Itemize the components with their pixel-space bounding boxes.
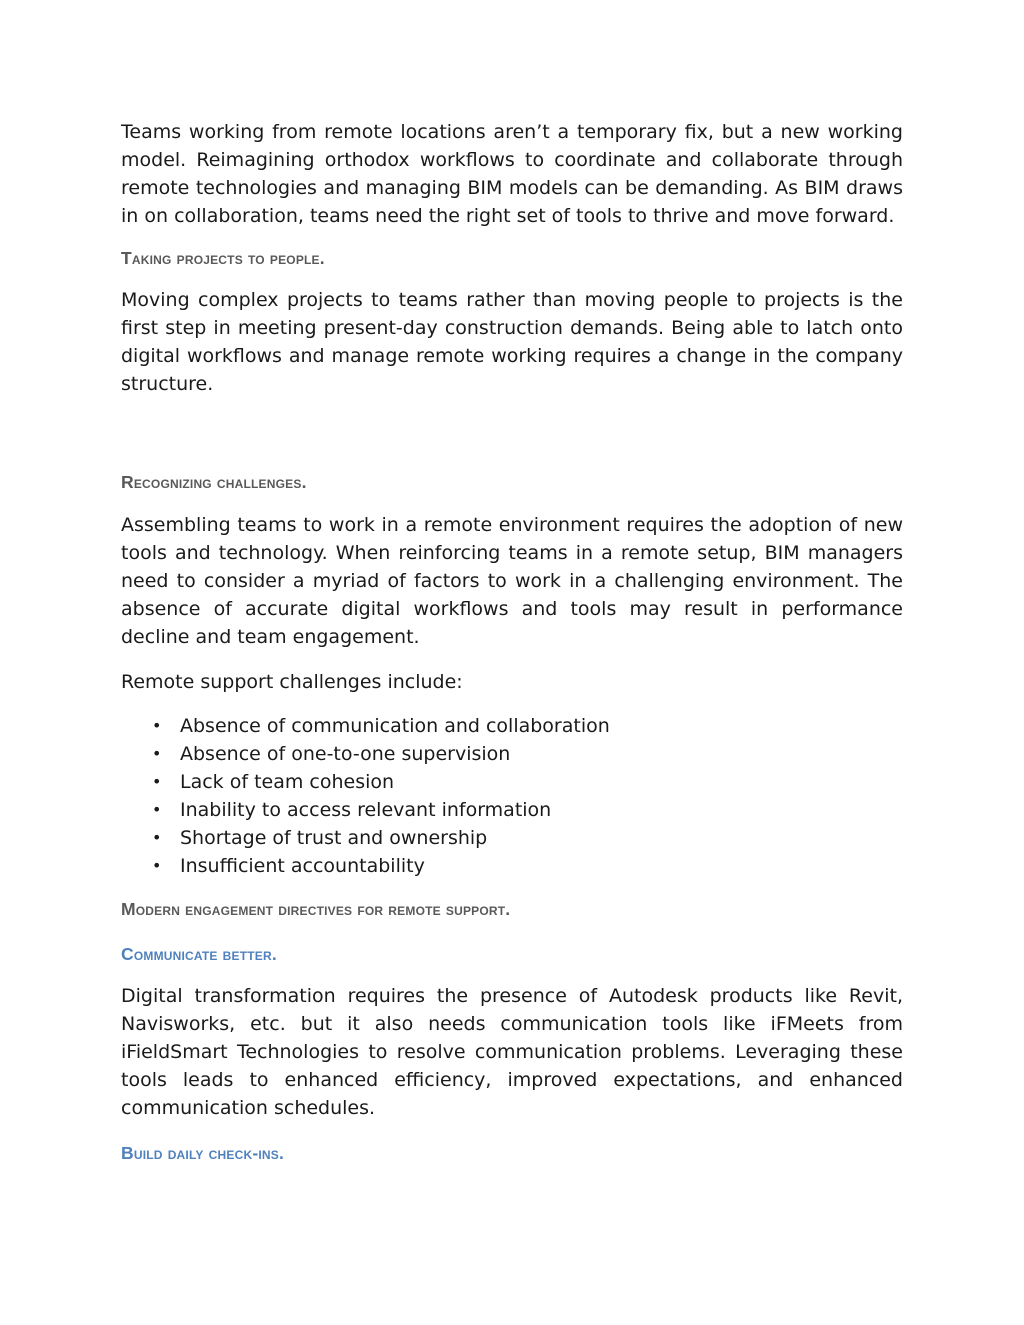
list-item: [121, 768, 903, 796]
heading-recognizing-challenges: Recognizing challenges.: [121, 472, 307, 492]
heading-taking-projects: Taking projects to people.: [121, 248, 325, 268]
list-item-text: Insufficient accountability: [180, 855, 425, 877]
list-item: [121, 740, 903, 768]
list-item-text: Lack of team cohesion: [180, 771, 395, 793]
recognizing-challenges-paragraph: Assembling teams to work in a remote environment requires the adoption of new tools and technology. When reinforcing teams in a remote setup, BIM managers need to consider a myriad of factors to work in a challenging environment. The absence of accurate digital workflows and tools may result in performance decline and team engagement.: [121, 514, 903, 648]
bullet-icon: •: [152, 828, 162, 847]
list-item-text: Shortage of trust and ownership: [180, 827, 488, 849]
bullet-icon: •: [152, 772, 162, 791]
communicate-better-paragraph: Digital transformation requires the presence of Autodesk products like Revit, Navisworks, etc. but it also needs communication tools like iFMeets from iFieldSmart Technologies to resolve communication problems. Leveraging these tools leads to enhanced efficiency, improved expectations, and enhanced communication schedules.: [121, 985, 903, 1119]
heading-build-daily-check-ins: Build daily check-ins.: [121, 1143, 285, 1163]
list-item: [121, 796, 903, 824]
list-item-text: Inability to access relevant information: [180, 799, 552, 821]
list-intro: Remote support challenges include:: [121, 671, 463, 693]
heading-communicate-better: Communicate better.: [121, 944, 277, 964]
list-item-text: Absence of one-to-one supervision: [180, 743, 511, 765]
heading-modern-engagement: Modern engagement directives for remote support.: [121, 899, 511, 919]
challenges-list: [121, 712, 903, 880]
list-item: [121, 712, 903, 740]
bullet-icon: •: [152, 744, 162, 763]
document-page: [121, 118, 903, 1164]
list-item-text: Absence of communication and collaboration: [180, 715, 610, 737]
list-item: [121, 852, 903, 880]
bullet-icon: •: [152, 856, 162, 875]
list-item: [121, 824, 903, 852]
taking-projects-paragraph: Moving complex projects to teams rather than moving people to projects is the first step in meeting present-day construction demands. Being able to latch onto digital workflows and manage remote working requires a change in the company structure.: [121, 289, 903, 395]
bullet-icon: •: [152, 716, 162, 735]
intro-paragraph: Teams working from remote locations aren’t a temporary fix, but a new working model. Reimagining orthodox workflows to coordinate and collaborate through remote technologies and managing BIM models can be demanding. As BIM draws in on collaboration, teams need the right set of tools to thrive and move forward.: [121, 121, 903, 227]
bullet-icon: •: [152, 800, 162, 819]
